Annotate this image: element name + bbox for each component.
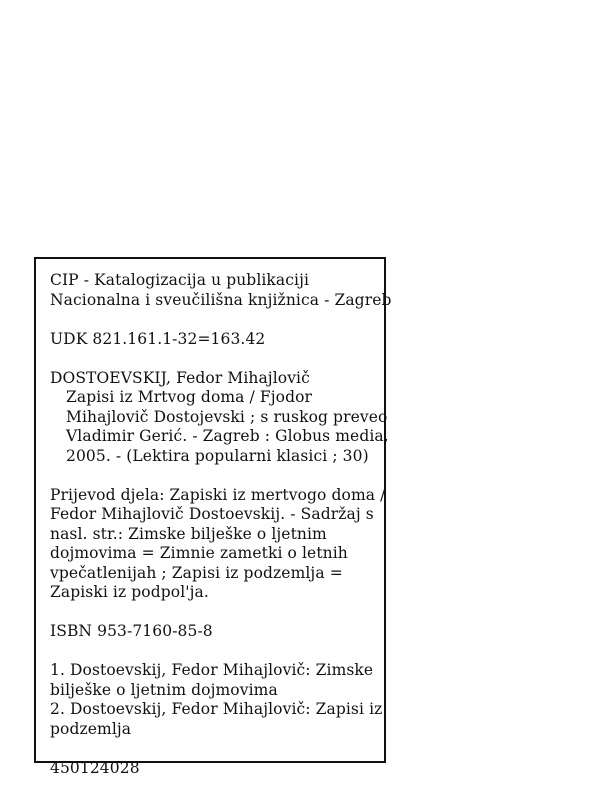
entry-line: Mihajlovič Dostojevski ; s ruskog preveo	[66, 407, 388, 426]
subject-entries	[50, 661, 384, 739]
note-line: nasl. str.: Zimske bilješke o ljetnim	[50, 524, 327, 543]
record-number: 450124028	[50, 758, 140, 777]
cip-header-line: Nacionalna i sveučilišna knjižnica - Zagreb	[50, 290, 392, 309]
entry-author: DOSTOEVSKIJ, Fedor Mihajlovič	[50, 368, 310, 387]
note-line: Zapiski iz podpol'ja.	[50, 583, 209, 601]
udk-classification	[50, 330, 384, 350]
bibliographic-entry	[50, 368, 389, 467]
cip-record-box	[34, 257, 392, 777]
entry-line: 2005. - (Lektira popularni klasici ; 30)	[66, 446, 369, 465]
record-id	[50, 759, 384, 779]
note-line: dojmovima = Zimnie zametki o letnih	[50, 544, 348, 562]
note-line: vpečatlenijah ; Zapisi iz podzemlja =	[50, 563, 343, 582]
entry-line: Zapisi iz Mrtvog doma / Fjodor	[66, 388, 313, 406]
isbn	[50, 622, 384, 642]
note-line: Prijevod djela: Zapiski iz mertvogo doma /	[50, 485, 386, 504]
translation-note	[50, 486, 384, 603]
udk-number: UDK 821.161.1-32=163.42	[50, 329, 266, 348]
subject-line: bilješke o ljetnim dojmovima	[50, 680, 278, 699]
isbn-number: ISBN 953-7160-85-8	[50, 622, 213, 640]
subject-line: 1. Dostoevskij, Fedor Mihajlovič: Zimske	[50, 661, 374, 679]
subject-line: podzemlja	[50, 719, 132, 738]
subject-line: 2. Dostoevskij, Fedor Mihajlovič: Zapisi iz	[50, 700, 383, 718]
cip-header	[50, 271, 392, 310]
note-line: Fedor Mihajlovič Dostoevskij. - Sadržaj s	[50, 505, 374, 523]
cip-header-line: CIP - Katalogizacija u publikaciji	[50, 271, 310, 289]
entry-line: Vladimir Gerić. - Zagreb : Globus media,	[66, 427, 389, 445]
